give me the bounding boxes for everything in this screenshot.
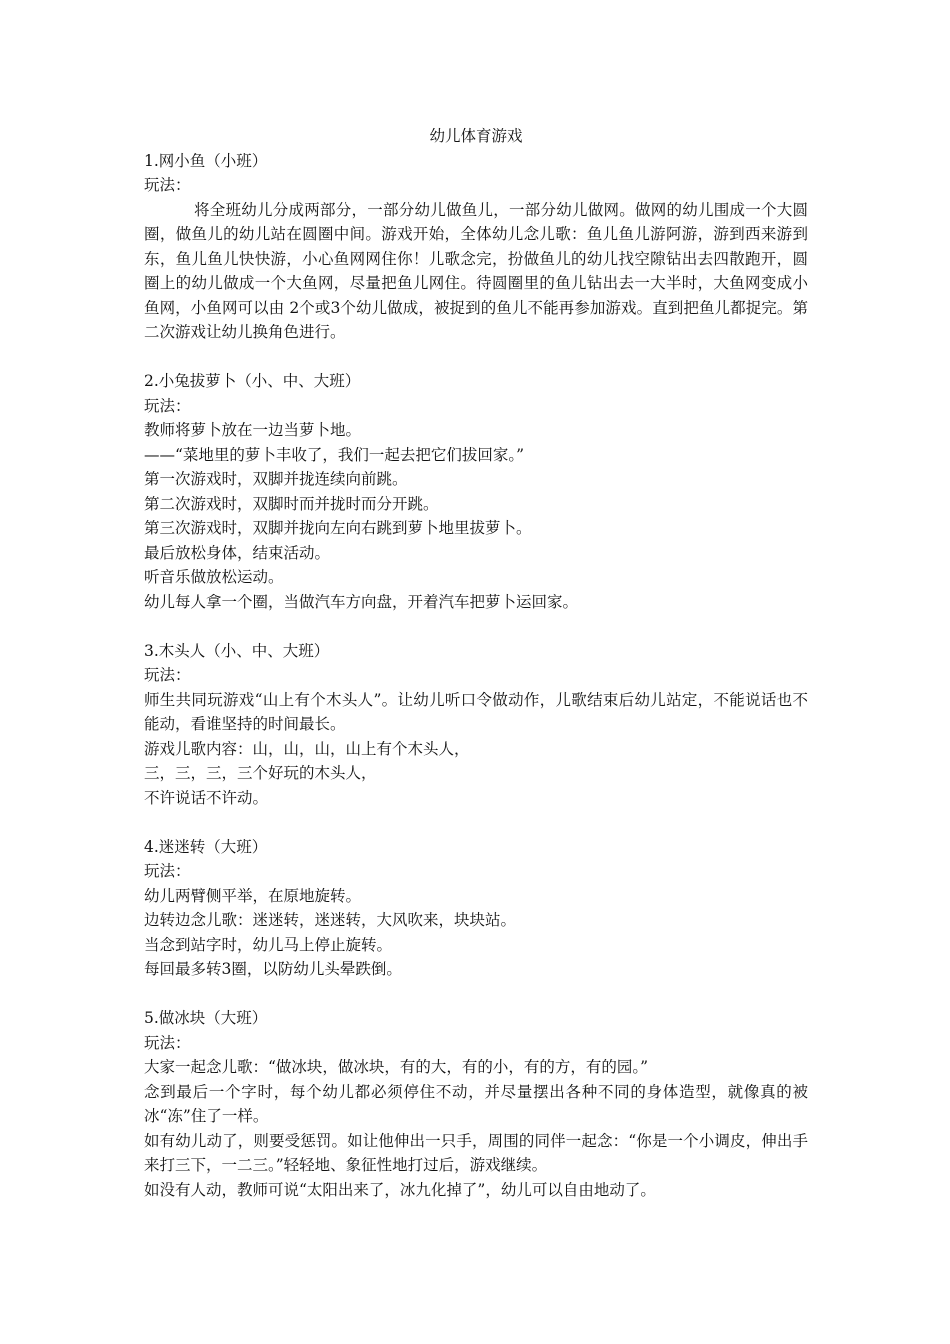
method-label: 玩法：: [144, 176, 191, 194]
paragraph: 游戏儿歌内容：山，山，山，山上有个木头人，: [144, 739, 470, 758]
section-heading: 3.木头人（小、中、大班）: [144, 641, 330, 660]
paragraph: 边转边念儿歌：迷迷转，迷迷转，大风吹来，块块站。: [144, 911, 517, 929]
section-1: [144, 149, 808, 345]
paragraph: ——“菜地里的萝卜丰收了，我们一起去把它们拔回家。”: [144, 445, 525, 464]
method-label: 玩法：: [144, 862, 191, 880]
spacer: [144, 614, 808, 639]
document-page: [144, 124, 808, 1202]
paragraph: 师生共同玩游戏“山上有个木头人”。让幼儿听口令做动作，儿歌结束后幼儿站定，不能说话也不能动，看谁坚持的时间最长。: [144, 690, 808, 733]
method-label: 玩法：: [144, 396, 191, 415]
document-title: 幼儿体育游戏: [429, 127, 523, 145]
spacer: [144, 810, 808, 835]
paragraph: 听音乐做放松运动。: [144, 568, 284, 586]
paragraph: 每回最多转3圈，以防幼儿头晕跌倒。: [144, 960, 402, 978]
paragraph: 最后放松身体，结束活动。: [144, 543, 331, 562]
method-label: 玩法：: [144, 666, 191, 684]
paragraph: 当念到站字时，幼儿马上停止旋转。: [144, 935, 393, 954]
section-5: [144, 1006, 808, 1202]
paragraph: 如有幼儿动了，则要受惩罚。如让他伸出一只手，周围的同伴一起念：“你是一个小调皮，伸出手来打三下，一二三。”轻轻地、象征性地打过后，游戏继续。: [144, 1131, 808, 1174]
paragraph: 第一次游戏时，双脚并拢连续向前跳。: [144, 470, 408, 488]
section-heading: 1.网小鱼（小班）: [144, 151, 268, 170]
spacer: [144, 345, 808, 370]
paragraph: 幼儿两臂侧平举，在原地旋转。: [144, 886, 362, 905]
section-heading: 2.小兔拔萝卜（小、中、大班）: [144, 372, 361, 390]
paragraph: 如没有人动，教师可说“太阳出来了，冰九化掉了”，幼儿可以自由地动了。: [144, 1180, 656, 1199]
paragraph: 念到最后一个字时，每个幼儿都必须停住不动，并尽量摆出各种不同的身体造型，就像真的被冰“冻”住了一样。: [144, 1082, 808, 1125]
section-heading: 5.做冰块（大班）: [144, 1009, 268, 1027]
section-heading: 4.迷迷转（大班）: [144, 837, 268, 856]
method-label: 玩法：: [144, 1033, 191, 1052]
paragraph: 第二次游戏时，双脚时而并拢时而分开跳。: [144, 494, 439, 513]
paragraph: 不许说话不许动。: [144, 788, 269, 807]
section-2: [144, 369, 808, 614]
paragraph: 将全班幼儿分成两部分，一部分幼儿做鱼儿，一部分幼儿做网。做网的幼儿围成一个大圆圈，做鱼儿的幼儿站在圆圈中间。游戏开始，全体幼儿念儿歌：鱼儿鱼儿游阿游，游到西来游到东，鱼儿鱼儿快快游，小心鱼网网住你！儿歌念完，扮做鱼儿的幼儿找空隙钻出去四散跑开，圆圈上的幼儿做成一个大鱼网，尽量把鱼儿网住。待圆圈里的鱼儿钻出去一大半时，大鱼网变成小鱼网，小鱼网可以由 2个或3个幼儿做成，被捉到的鱼儿不能再参加游戏。直到把鱼儿都捉完。第二次游戏让幼儿换角色进行。: [144, 200, 808, 341]
paragraph: 三，三，三，三个好玩的木头人，: [144, 764, 377, 782]
paragraph: 大家一起念儿歌：“做冰块，做冰块，有的大，有的小，有的方，有的园。”: [144, 1058, 649, 1076]
section-3: [144, 639, 808, 811]
spacer: [144, 982, 808, 1007]
paragraph: 幼儿每人拿一个圈，当做汽车方向盘，开着汽车把萝卜运回家。: [144, 592, 579, 611]
paragraph: 第三次游戏时，双脚并拢向左向右跳到萝卜地里拔萝卜。: [144, 519, 532, 537]
section-4: [144, 835, 808, 982]
paragraph: 教师将萝卜放在一边当萝卜地。: [144, 421, 362, 439]
